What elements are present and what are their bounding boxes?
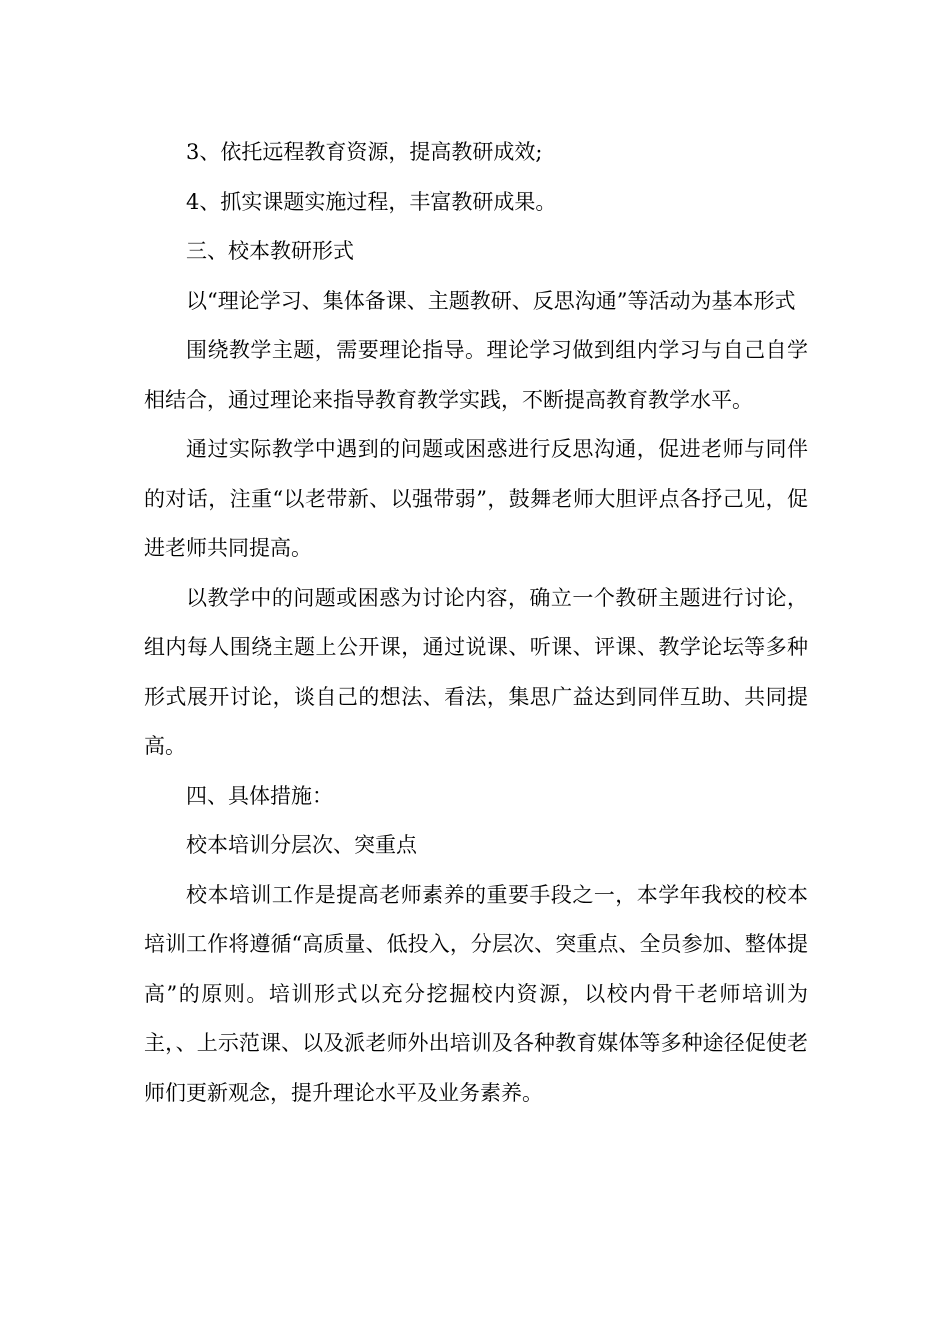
subheading-training: 校本培训分层次、突重点 (186, 833, 417, 857)
paragraph-reflection: 通过实际教学中遇到的问题或困惑进行反思沟通，促进老师与同伴的对话，注重“以老带新、以强带弱”，鼓舞老师大胆评点各抒己见，促进老师共同提高。 (144, 437, 808, 560)
paragraph-training-details: 校本培训工作是提高老师素养的重要手段之一，本学年我校的校本培训工作将遵循“高质量、低投入，分层次、突重点、全员参加、整体提高”的原则。培训形式以充分挖掘校内资源，以校内骨干老师培训为主，、上示范课、以及派老师外出培训及各种教育媒体等多种途径促使老师们更新观念，提升理论水平及业务素养。 (144, 882, 808, 1105)
paragraph-topic-research: 以教学中的问题或困惑为讨论内容，确立一个教研主题进行讨论，组内每人围绕主题上公开课，通过说课、听课、评课、教学论坛等多种形式展开讨论，谈自己的想法、看法，集思广益达到同伴互助、共同提高。 (144, 585, 808, 758)
section-heading-measures: 四、具体措施： (186, 783, 333, 808)
document-body (144, 128, 808, 1118)
paragraph-item-4: 4、抓实课题实施过程，丰富教研成果。 (186, 189, 557, 214)
paragraph-item-3: 3、依托远程教育资源，提高教研成效; (186, 140, 543, 164)
paragraph-theory-study: 围绕教学主题，需要理论指导。理论学习做到组内学习与自己自学相结合，通过理论来指导教育教学实践，不断提高教育教学水平。 (144, 338, 808, 412)
section-heading-forms: 三、校本教研形式 (186, 239, 354, 263)
paragraph-basic-forms: 以“理论学习、集体备课、主题教研、反思沟通”等活动为基本形式 (186, 288, 796, 313)
